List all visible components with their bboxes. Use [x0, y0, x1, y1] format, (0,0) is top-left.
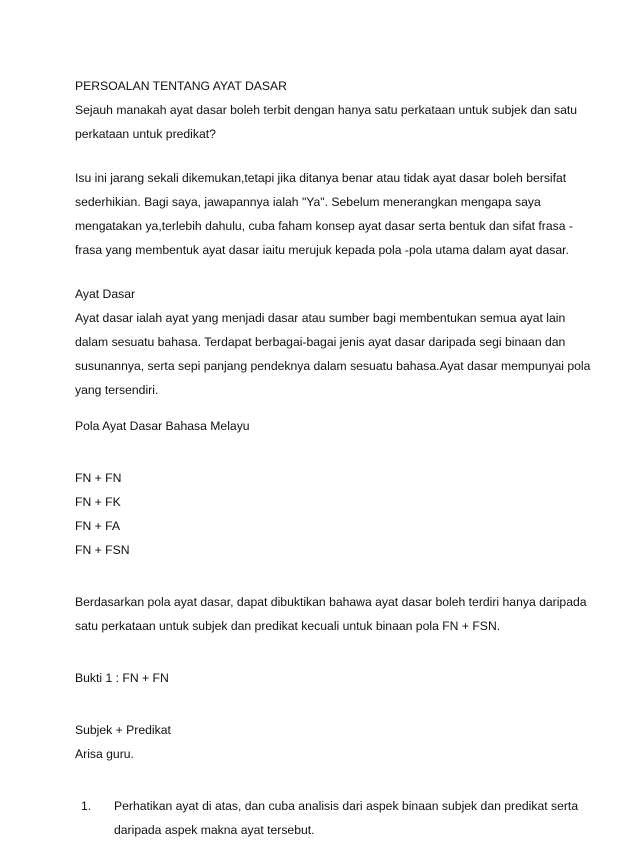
paragraph-2-line-3: susunannya, serta sepi panjang pendeknya dalam sesuatu bahasa.Ayat dasar mempunyai pola [75, 359, 591, 373]
pattern-item: FN + FSN [75, 543, 130, 557]
paragraph-3-line-2: satu perkataan untuk subjek dan predikat kecuali untuk binaan pola FN + FSN. [75, 619, 501, 633]
paragraph-1-line-2: sederhikian. Bagi saya, jawapannya ialah "Ya". Sebelum menerangkan mengapa saya [75, 195, 541, 209]
question-line-2: perkataan untuk predikat? [75, 127, 216, 141]
list-item-line-2: daripada aspek makna ayat tersebut. [114, 823, 315, 837]
example-sentence: Arisa guru. [75, 747, 134, 761]
ayat-dasar-heading: Ayat Dasar [75, 287, 136, 301]
paragraph-2-line-2: dalam sesuatu bahasa. Terdapat berbagai-bagai jenis ayat dasar daripada segi binaan dan [75, 335, 566, 349]
pattern-item: FN + FN [75, 471, 122, 485]
paragraph-1-line-4: frasa yang membentuk ayat dasar iaitu merujuk kepada pola -pola utama dalam ayat dasar. [75, 243, 569, 257]
paragraph-2-line-4: yang tersendiri. [75, 383, 159, 397]
question-line-1: Sejauh manakah ayat dasar boleh terbit dengan hanya satu perkataan untuk subjek dan satu [75, 103, 578, 117]
document-title: PERSOALAN TENTANG AYAT DASAR [75, 79, 287, 93]
pola-heading: Pola Ayat Dasar Bahasa Melayu [75, 419, 250, 433]
paragraph-1-line-3: mengatakan ya,terlebih dahulu, cuba faham konsep ayat dasar serta bentuk dan sifat frasa - [75, 219, 573, 233]
pattern-item: FN + FA [75, 519, 121, 533]
bukti-heading: Bukti 1 : FN + FN [75, 671, 169, 685]
list-item [81, 794, 579, 842]
list-item-line-1: Perhatikan ayat di atas, dan cuba analisis dari aspek binaan subjek dan predikat serta [114, 799, 579, 813]
document-page [75, 74, 591, 842]
list-item-number: 1. [81, 799, 92, 813]
paragraph-3-line-1: Berdasarkan pola ayat dasar, dapat dibuktikan bahawa ayat dasar boleh terdiri hanya daripada [75, 595, 587, 609]
paragraph-1-line-1: Isu ini jarang sekali dikemukan,tetapi jika ditanya benar atau tidak ayat dasar boleh bersifat [75, 171, 567, 185]
pattern-item: FN + FK [75, 495, 121, 509]
paragraph-2-line-1: Ayat dasar ialah ayat yang menjadi dasar atau sumber bagi membentukan semua ayat lain [75, 311, 566, 325]
subjek-predikat-label: Subjek + Predikat [75, 723, 171, 737]
